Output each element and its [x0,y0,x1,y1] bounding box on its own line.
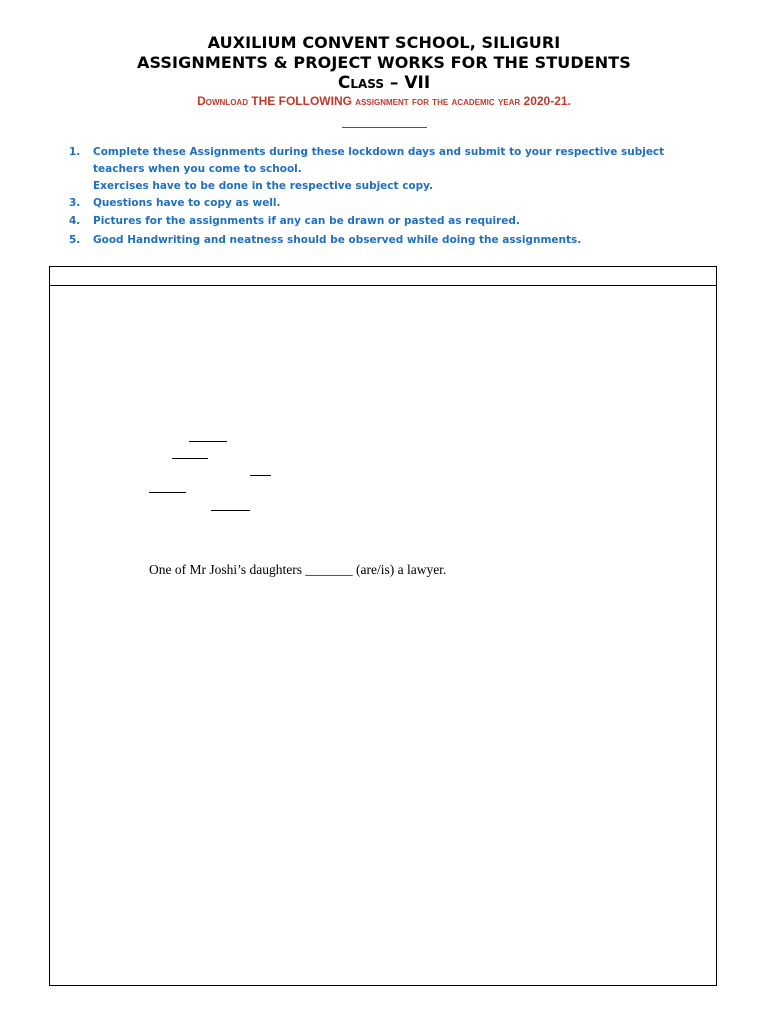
instruction-item [58,144,718,195]
answer-blank [172,458,208,459]
instruction-text: Questions have to copy as well. [93,197,281,209]
assignment-heading: ASSIGNMENTS & PROJECT WORKS FOR THE STUDENTS [137,53,631,72]
instruction-number: 4. [69,215,81,227]
divider-rule [342,127,427,128]
instruction-text: Good Handwriting and neatness should be observed while doing the assignments. [93,234,582,246]
instruction-text: Pictures for the assignments if any can be drawn or pasted as required. [93,215,520,227]
instruction-item [58,232,718,249]
instruction-number: 1. [69,146,81,158]
answer-blank [189,441,227,442]
instruction-item [58,213,718,230]
school-name-title: AUXILIUM CONVENT SCHOOL, SILIGURI [207,33,561,52]
instruction-text-extra: Exercises have to be done in the respective subject copy. [93,180,434,192]
instruction-number: 3. [69,197,81,209]
answer-blank [250,475,271,476]
class-heading: Class – VII [337,73,431,93]
instruction-list [58,144,718,249]
download-subtitle: Download THE FOLLOWING assignment for the academic year 2020-21. [197,94,571,108]
exercise-sentence: One of Mr Joshi’s daughters _______ (are/is) a lawyer. [149,562,447,577]
answer-blank [211,510,250,511]
instruction-text: Complete these Assignments during these lockdown days and submit to your respective subject teachers when you come to school. [93,146,665,175]
instruction-number: 5. [69,234,81,246]
answer-box-header-strip [50,267,716,286]
instruction-item [58,195,718,212]
answer-box [49,266,717,986]
answer-blank [149,492,186,493]
